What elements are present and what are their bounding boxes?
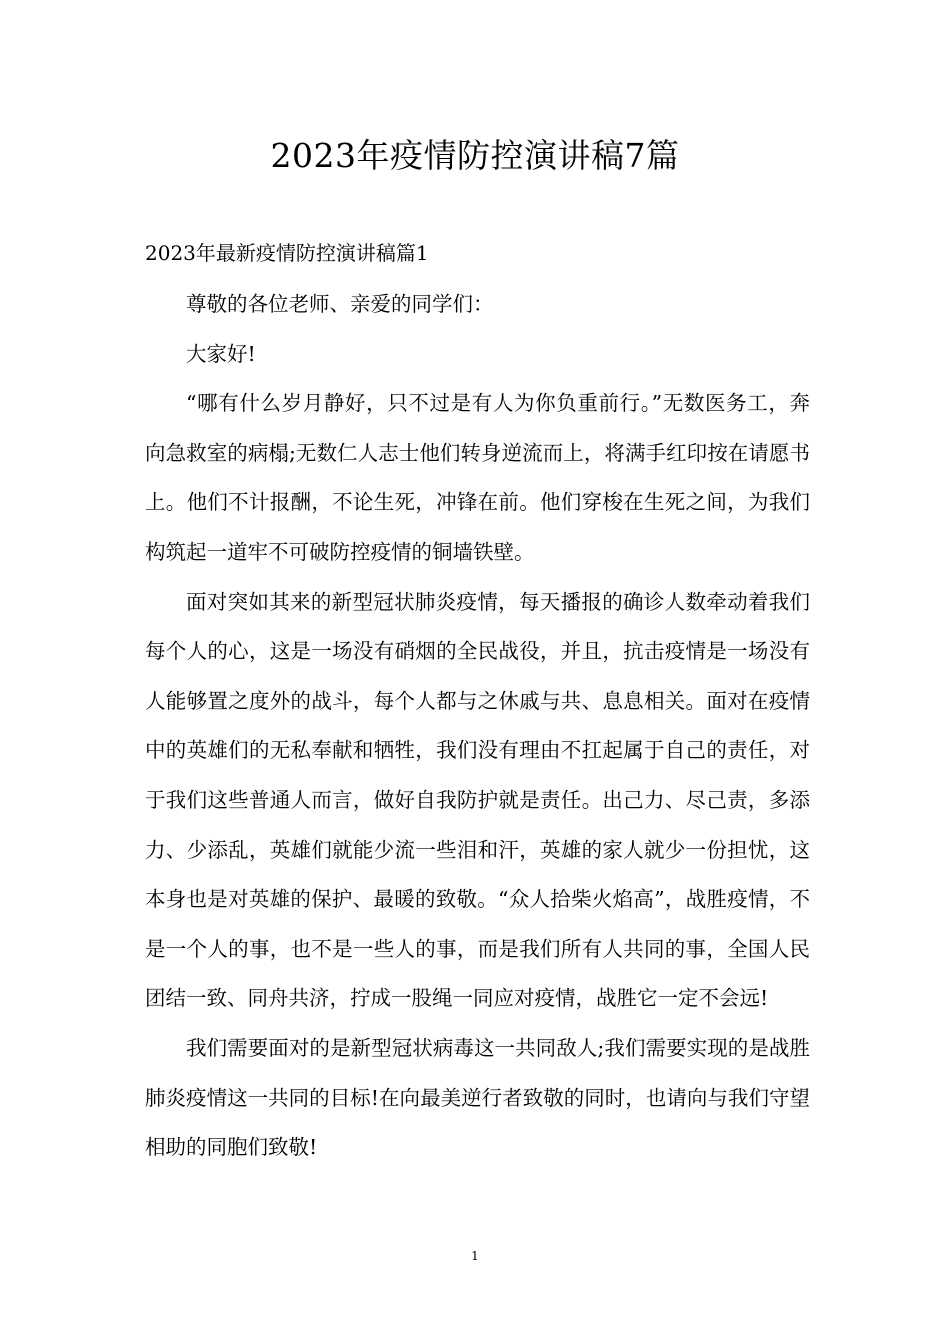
- document-title: 2023年疫情防控演讲稿7篇: [270, 136, 680, 175]
- document-body: [145, 280, 810, 1173]
- section-heading: 2023年最新疫情防控演讲稿篇1: [145, 241, 429, 265]
- body-paragraph: “哪有什么岁月静好，只不过是有人为你负重前行。”无数医务工，奔向急救室的病榻;无数仁人志士他们转身逆流而上，将满手红印按在请愿书上。他们不计报酬，不论生死，冲锋在前。他们穿梭在生死之间，为我们构筑起一道牢不可破防控疫情的铜墙铁壁。: [145, 391, 810, 564]
- salutation: 尊敬的各位老师、亲爱的同学们：: [186, 292, 494, 316]
- greeting: 大家好!: [186, 341, 256, 366]
- page-number: 1: [471, 1249, 479, 1263]
- body-paragraph: 我们需要面对的是新型冠状病毒这一共同敌人;我们需要实现的是战胜肺炎疫情这一共同的目标!在向最美逆行者致敬的同时，也请向与我们守望相助的同胞们致敬!: [145, 1035, 810, 1160]
- body-paragraph: 面对突如其来的新型冠状肺炎疫情，每天播报的确诊人数牵动着我们每个人的心，这是一场没有硝烟的全民战役，并且，抗击疫情是一场没有人能够置之度外的战斗，每个人都与之休戚与共、息息相关。面对在疫情中的英雄们的无私奉献和牺牲，我们没有理由不扛起属于自己的责任，对于我们这些普通人而言，做好自我防护就是责任。出己力、尽己责，多添力、少添乱，英雄们就能少流一些泪和汗，英雄的家人就少一份担忧，这本身也是对英雄的保护、最暖的致敬。“众人拾柴火焰高”，战胜疫情，不是一个人的事，也不是一些人的事，而是我们所有人共同的事，全国人民团结一致、同舟共济，拧成一股绳一同应对疫情，战胜它一定不会远!: [145, 589, 810, 1011]
